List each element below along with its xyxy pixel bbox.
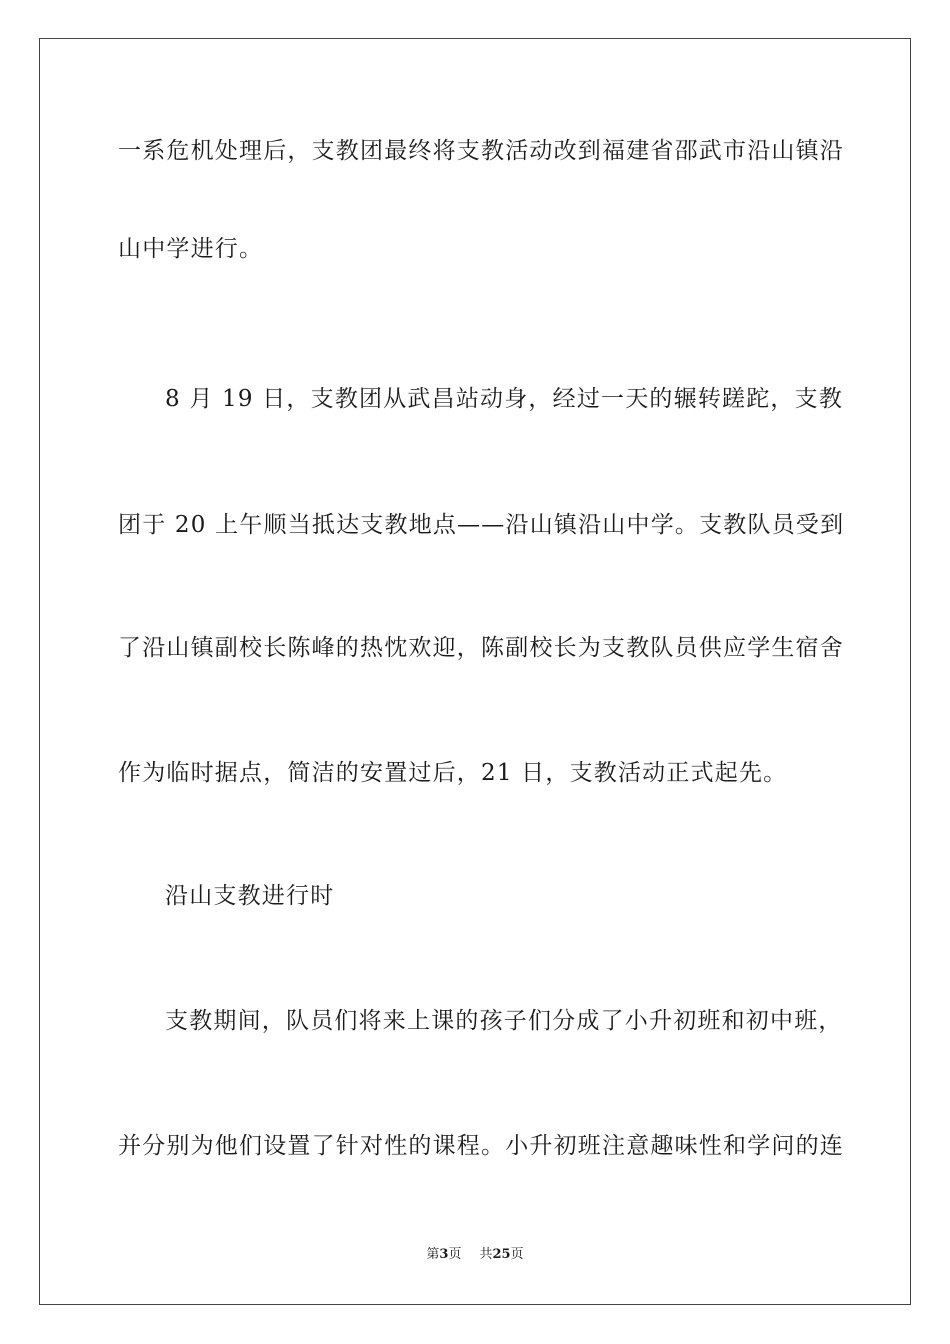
paragraph-line: 了沿山镇副校长陈峰的热忱欢迎，陈副校长为支教队员供应学生宿舍 [118, 635, 844, 661]
paragraph-line: 支教期间，队员们将来上课的孩子们分成了小升初班和初中班， [165, 1008, 843, 1034]
page-number: 3 [439, 1247, 449, 1262]
page-prefix: 第 [426, 1247, 440, 1262]
paragraph-line: 并分别为他们设置了针对性的课程。小升初班注意趣味性和学问的连 [118, 1133, 844, 1159]
section-heading: 沿山支教进行时 [165, 883, 335, 909]
total-pages: 25 [492, 1247, 511, 1262]
paragraph-line: 山中学进行。 [118, 236, 264, 262]
paragraph-line: 团于 20 上午顺当抵达支教地点——沿山镇沿山中学。支教队员受到 [118, 512, 845, 538]
paragraph-line: 作为临时据点，简洁的安置过后，21 日，支教活动正式起先。 [118, 760, 788, 786]
paragraph-line: 一系危机处理后，支教团最终将支教活动改到福建省邵武市沿山镇沿 [118, 138, 844, 164]
total-suffix: 页 [510, 1247, 524, 1262]
paragraph-line: 8 月 19 日，支教团从武昌站动身，经过一天的辗转蹉跎，支教 [165, 386, 844, 412]
page-border [39, 38, 911, 1305]
page-footer [0, 1246, 950, 1264]
page-suffix: 页 [448, 1247, 462, 1262]
total-prefix: 共 [479, 1247, 493, 1262]
